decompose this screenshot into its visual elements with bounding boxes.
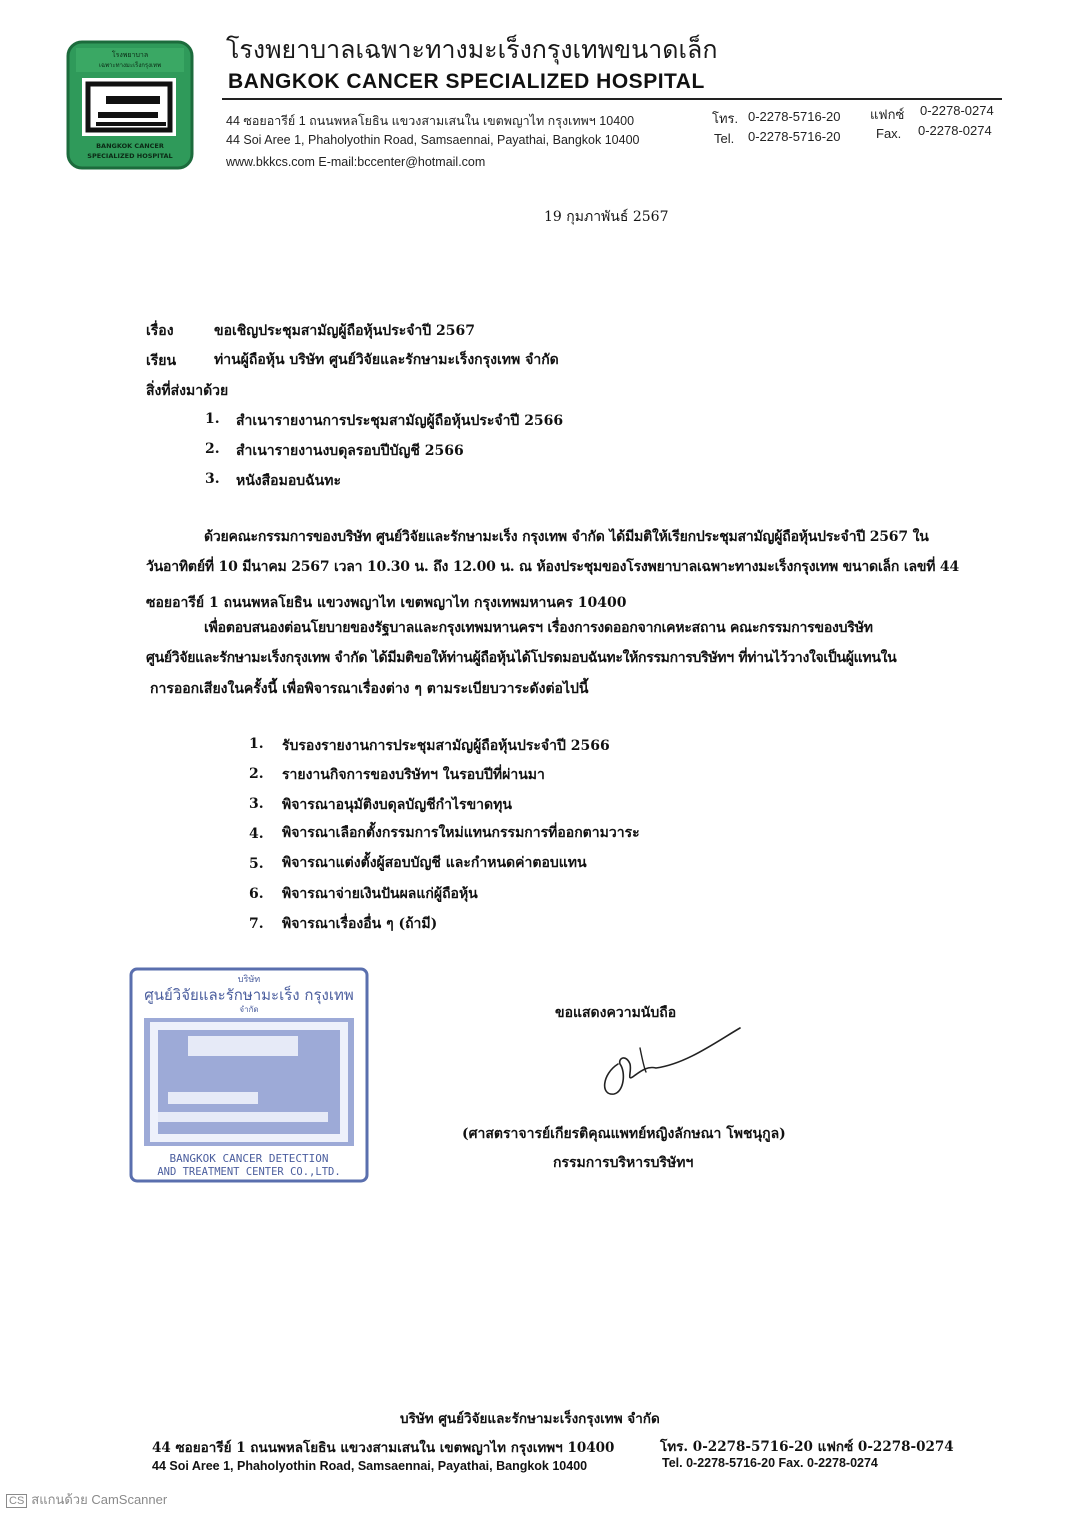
enclosure-num: 3.	[205, 471, 220, 487]
fax-thai-label: แฟกซ์	[870, 107, 905, 122]
to-text: ท่านผู้ถือหุ้น บริษัท ศูนย์วิจัยและรักษามะเร็งกรุงเทพ จำกัด	[214, 352, 559, 368]
agenda-item: พิจารณาแต่งตั้งผู้สอบบัญชี และกำหนดค่าตอบแทน	[282, 855, 587, 871]
logo-text-bottom-1: BANGKOK CANCER	[96, 142, 164, 150]
stamp-text-top-small-2: จำกัด	[239, 1005, 259, 1014]
agenda-item: พิจารณาจ่ายเงินปันผลแก่ผู้ถือหุ้น	[282, 886, 478, 902]
tel-english: 0-2278-5716-20	[748, 129, 841, 144]
camscanner-text: สแกนด้วย CamScanner	[31, 1492, 168, 1507]
agenda-item: พิจารณาอนุมัติงบดุลบัญชีกำไรขาดทุน	[282, 797, 512, 813]
address-thai: 44 ซอยอารีย์ 1 ถนนพหลโยธิน แขวงสามเสนใน เขตพญาไท กรุงเทพฯ 10400	[226, 114, 635, 128]
camscanner-watermark	[6, 1489, 167, 1510]
agenda-num: 6.	[249, 886, 264, 902]
tel-thai: 0-2278-5716-20	[748, 109, 841, 124]
subject-text: ขอเชิญประชุมสามัญผู้ถือหุ้นประจำปี 2567	[214, 323, 476, 339]
agenda-item: รายงานกิจการของบริษัทฯ ในรอบปีที่ผ่านมา	[282, 767, 545, 783]
footer-address-english: 44 Soi Aree 1, Phaholyothin Road, Samsaennai, Payathai, Bangkok 10400	[152, 1459, 588, 1473]
agenda-item: พิจารณาเรื่องอื่น ๆ (ถ้ามี)	[282, 916, 438, 932]
website-email: www.bkkcs.com E-mail:bccenter@hotmail.com	[226, 155, 486, 169]
hospital-logo	[66, 40, 194, 170]
paragraph-2-line-2: ศูนย์วิจัยและรักษามะเร็งกรุงเทพ จำกัด ได้มีมติขอให้ท่านผู้ถือหุ้นได้โปรดมอบฉันทะให้กรรมการบริษัทฯ ที่ท่านไว้วางใจเป็นผู้แทนใน	[146, 650, 897, 666]
handwritten-signature	[596, 1024, 746, 1104]
stamp-text-top-small: บริษัท	[237, 975, 261, 985]
paragraph-2-line-1: เพื่อตอบสนองต่อนโยบายของรัฐบาลและกรุงเทพมหานครฯ เรื่องการงดออกจากเคหะสถาน คณะกรรมการของบริษัท	[204, 620, 873, 636]
agenda-num: 2.	[249, 766, 264, 782]
paragraph-1-line-2: วันอาทิตย์ที่ 10 มีนาคม 2567 เวลา 10.30 น. ถึง 12.00 น. ณ ห้องประชุมของโรงพยาบาลเฉพาะทางมะเร็งกรุงเทพ ขนาดเล็ก เลขที่ 44	[146, 559, 959, 575]
paragraph-1-line-3: ซอยอารีย์ 1 ถนนพหลโยธิน แขวงพญาไท เขตพญาไท กรุงเทพมหานคร 10400	[146, 595, 627, 611]
closing-text: ขอแสดงความนับถือ	[555, 1005, 677, 1021]
agenda-num: 5.	[249, 856, 264, 872]
stamp-text-top-main: ศูนย์วิจัยและรักษามะเร็ง กรุงเทพ	[144, 986, 354, 1004]
enclosure-item: สำเนารายงานงบดุลรอบปีบัญชี 2566	[236, 443, 464, 459]
tel-thai-label: โทร.	[712, 111, 739, 126]
fax-thai: 0-2278-0274	[920, 103, 994, 118]
company-stamp	[128, 966, 370, 1184]
signer-name: (ศาสตราจารย์เกียรติคุณแพทย์หญิงลักษณา โพชนุกูล)	[462, 1126, 786, 1142]
stamp-text-bottom-2: AND TREATMENT CENTER CO.,LTD.	[157, 1166, 341, 1178]
agenda-item: รับรองรายงานการประชุมสามัญผู้ถือหุ้นประจำปี 2566	[282, 738, 610, 754]
agenda-num: 1.	[249, 736, 264, 752]
enclosures-label: สิ่งที่ส่งมาด้วย	[146, 383, 229, 399]
agenda-num: 4.	[249, 826, 264, 842]
enclosure-item: สำเนารายงานการประชุมสามัญผู้ถือหุ้นประจำปี 2566	[236, 413, 564, 429]
paragraph-2-line-3: การออกเสียงในครั้งนี้ เพื่อพิจารณาเรื่องต่าง ๆ ตามระเบียบวาระดังต่อไปนี้	[150, 681, 589, 697]
address-english: 44 Soi Aree 1, Phaholyothin Road, Samsaennai, Payathai, Bangkok 10400	[226, 133, 640, 147]
paragraph-1-line-1: ด้วยคณะกรรมการของบริษัท ศูนย์วิจัยและรักษามะเร็ง กรุงเทพ จำกัด ได้มีมติให้เรียกประชุมสามัญผู้ถือหุ้นประจำปี 2567 ใน	[204, 529, 929, 545]
enclosure-num: 1.	[205, 411, 220, 427]
tel-english-label: Tel.	[714, 131, 735, 146]
footer-address-thai: 44 ซอยอารีย์ 1 ถนนพหลโยธิน แขวงสามเสนใน เขตพญาไท กรุงเทพฯ 10400	[152, 1440, 615, 1456]
header-divider	[222, 98, 1002, 100]
to-label: เรียน	[146, 353, 177, 369]
agenda-num: 7.	[249, 916, 264, 932]
logo-text-top-1: โรงพยาบาล	[111, 51, 149, 59]
agenda-item: พิจารณาเลือกตั้งกรรมการใหม่แทนกรรมการที่ออกตามวาระ	[282, 825, 640, 841]
footer-contact-thai: โทร. 0-2278-5716-20 แฟกซ์ 0-2278-0274	[660, 1439, 954, 1455]
enclosure-num: 2.	[205, 441, 220, 457]
letter-date: 19 กุมภาพันธ์ 2567	[544, 209, 669, 225]
enclosure-item: หนังสือมอบฉันทะ	[236, 473, 341, 489]
logo-text-bottom-2: SPECIALIZED HOSPITAL	[87, 152, 173, 160]
fax-english-label: Fax.	[876, 126, 902, 141]
footer-company: บริษัท ศูนย์วิจัยและรักษามะเร็งกรุงเทพ จำกัด	[400, 1411, 660, 1427]
stamp-text-bottom-1: BANGKOK CANCER DETECTION	[169, 1152, 329, 1165]
subject-label: เรื่อง	[146, 323, 174, 339]
camscanner-badge: CS	[6, 1494, 27, 1508]
hospital-name-english: BANGKOK CANCER SPECIALIZED HOSPITAL	[228, 70, 705, 93]
signer-title: กรรมการบริหารบริษัทฯ	[553, 1155, 694, 1171]
agenda-num: 3.	[249, 796, 264, 812]
hospital-name-thai: โรงพยาบาลเฉพาะทางมะเร็งกรุงเทพขนาดเล็ก	[226, 35, 718, 64]
footer-contact-english: Tel. 0-2278-5716-20 Fax. 0-2278-0274	[662, 1456, 878, 1470]
logo-text-top-2: เฉพาะทางมะเร็งกรุงเทพ	[98, 62, 162, 69]
fax-english: 0-2278-0274	[918, 123, 992, 138]
